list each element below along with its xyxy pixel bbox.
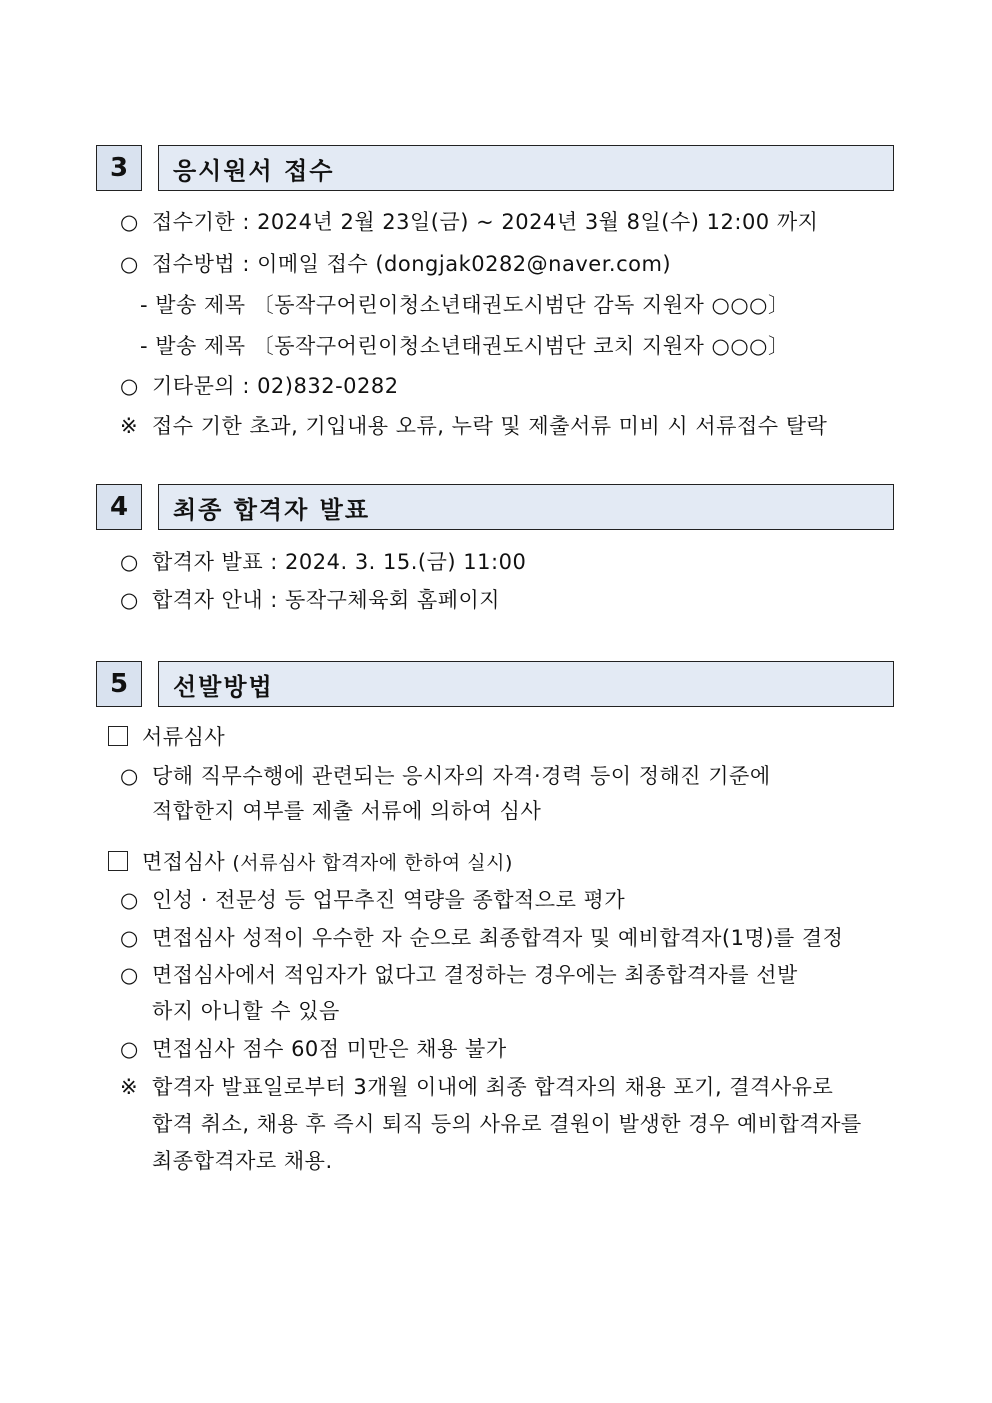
note-item-cont: 합격 취소, 채용 후 즉시 퇴직 등의 사유로 결원이 발생한 경우 예비합격자를 bbox=[152, 1112, 862, 1136]
list-item-doc-1: ○ 당해 직무수행에 관련되는 응시자의 자격·경력 등이 정해진 기준에 bbox=[120, 764, 771, 788]
section-number: 3 bbox=[96, 145, 142, 191]
circle-bullet: ○ bbox=[120, 550, 139, 574]
list-item-deadline: ○ 접수기한 : 2024년 2월 23일(금) ~ 2024년 3월 8일(수) 12:00 까지 bbox=[120, 210, 819, 234]
section-number: 4 bbox=[96, 484, 142, 530]
interview-condition: (서류심사 합격자에 한하여 실시) bbox=[232, 852, 513, 874]
list-item-int-4: ○ 면접심사 점수 60점 미만은 채용 불가 bbox=[120, 1037, 507, 1061]
list-item-subject-1: - 발송 제목 〔동작구어린이청소년태권도시범단 감독 지원자 ○○○〕 bbox=[140, 293, 790, 317]
checkbox-square-icon bbox=[108, 726, 128, 746]
circle-bullet: ○ bbox=[120, 588, 139, 612]
circle-bullet: ○ bbox=[120, 764, 139, 788]
circle-bullet: ○ bbox=[120, 252, 139, 276]
subheading-interview: 면접심사 (서류심사 합격자에 한하여 실시) bbox=[108, 846, 513, 876]
list-item-method: ○ 접수방법 : 이메일 접수 (dongjak0282@naver.com) bbox=[120, 252, 672, 276]
list-item-int-1: ○ 인성 · 전문성 등 업무추진 역량을 종합적으로 평가 bbox=[120, 888, 626, 912]
section-title: 선발방법 bbox=[158, 661, 894, 707]
list-item-inquiry: ○ 기타문의 : 02)832-0282 bbox=[120, 374, 399, 398]
note-item: ※ 접수 기한 초과, 기입내용 오류, 누락 및 제출서류 미비 시 서류접수 탈락 bbox=[120, 414, 828, 438]
list-item-guide: ○ 합격자 안내 : 동작구체육회 홈페이지 bbox=[120, 588, 501, 612]
circle-bullet: ○ bbox=[120, 210, 139, 234]
list-item-announce: ○ 합격자 발표 : 2024. 3. 15.(금) 11:00 bbox=[120, 550, 527, 574]
list-item-int-3: ○ 면접심사에서 적임자가 없다고 결정하는 경우에는 최종합격자를 선발 bbox=[120, 963, 798, 987]
section-title: 최종 합격자 발표 bbox=[158, 484, 894, 530]
circle-bullet: ○ bbox=[120, 926, 139, 950]
subheading-document-review: 서류심사 bbox=[108, 721, 225, 751]
list-item-int-3-cont: 하지 아니할 수 있음 bbox=[152, 999, 340, 1023]
circle-bullet: ○ bbox=[120, 1037, 139, 1061]
note-item-cont: 최종합격자로 채용. bbox=[152, 1149, 333, 1173]
note-item: ※ 합격자 발표일로부터 3개월 이내에 최종 합격자의 채용 포기, 결격사유로 bbox=[120, 1075, 834, 1099]
reference-mark: ※ bbox=[120, 414, 139, 438]
section-number: 5 bbox=[96, 661, 142, 707]
section-title: 응시원서 접수 bbox=[158, 145, 894, 191]
section-4-header bbox=[96, 484, 896, 534]
checkbox-square-icon bbox=[108, 851, 128, 871]
list-item-int-2: ○ 면접심사 성적이 우수한 자 순으로 최종합격자 및 예비합격자(1명)를 결정 bbox=[120, 926, 844, 950]
list-item-doc-1-cont: 적합한지 여부를 제출 서류에 의하여 심사 bbox=[152, 799, 542, 823]
circle-bullet: ○ bbox=[120, 963, 139, 987]
circle-bullet: ○ bbox=[120, 374, 139, 398]
list-item-subject-2: - 발송 제목 〔동작구어린이청소년태권도시범단 코치 지원자 ○○○〕 bbox=[140, 334, 790, 358]
section-5-header bbox=[96, 661, 896, 711]
section-3-header bbox=[96, 145, 896, 195]
reference-mark: ※ bbox=[120, 1075, 139, 1099]
circle-bullet: ○ bbox=[120, 888, 139, 912]
